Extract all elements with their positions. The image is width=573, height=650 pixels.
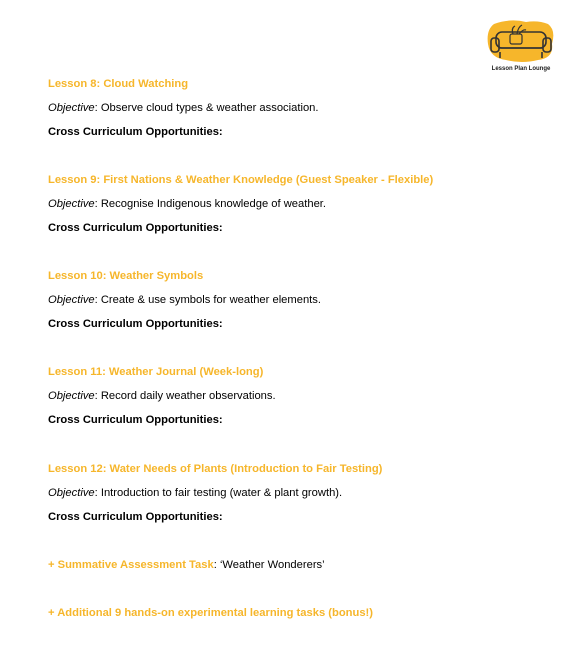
additional-tasks-line xyxy=(48,606,373,620)
lesson-objective xyxy=(48,101,319,115)
lesson-objective xyxy=(48,197,326,211)
summative-assessment-label: + Summative Assessment Task xyxy=(48,559,214,571)
objective-label: Objective xyxy=(48,390,95,402)
cross-curriculum-label: Cross Curriculum Opportunities: xyxy=(48,126,223,138)
cross-curriculum-label: Cross Curriculum Opportunities: xyxy=(48,511,223,523)
objective-label: Objective xyxy=(48,487,95,499)
cross-curriculum-label: Cross Curriculum Opportunities: xyxy=(48,318,223,330)
cross-curriculum-label: Cross Curriculum Opportunities: xyxy=(48,414,223,426)
lesson-objective xyxy=(48,293,321,307)
lesson-heading: Lesson 8: Cloud Watching xyxy=(48,78,189,90)
objective-text: : Record daily weather observations. xyxy=(94,390,276,402)
summative-assessment-line xyxy=(48,558,325,572)
objective-text: : Recognise Indigenous knowledge of weather. xyxy=(94,198,327,210)
lesson-objective xyxy=(48,389,276,403)
summative-assessment-text: : ‘Weather Wonderers’ xyxy=(213,559,325,571)
objective-label: Objective xyxy=(48,198,95,210)
objective-text: : Create & use symbols for weather elements. xyxy=(94,294,321,306)
objective-label: Objective xyxy=(48,102,95,114)
lesson-plan-lounge-logo xyxy=(486,18,556,74)
objective-text: : Observe cloud types & weather association. xyxy=(94,102,319,114)
cross-curriculum-label: Cross Curriculum Opportunities: xyxy=(48,222,223,234)
objective-text: : Introduction to fair testing (water & plant growth). xyxy=(94,487,343,499)
sofa-with-plant-icon xyxy=(486,18,556,66)
additional-tasks-label: + Additional 9 hands-on experimental learning tasks (bonus!) xyxy=(48,607,374,619)
lesson-objective xyxy=(48,486,342,500)
lesson-heading: Lesson 9: First Nations & Weather Knowledge (Guest Speaker - Flexible) xyxy=(48,174,434,186)
lesson-heading: Lesson 12: Water Needs of Plants (Introduction to Fair Testing) xyxy=(48,463,383,475)
logo-text: Lesson Plan Lounge xyxy=(491,66,551,72)
lesson-heading: Lesson 10: Weather Symbols xyxy=(48,270,204,282)
lesson-heading: Lesson 11: Weather Journal (Week-long) xyxy=(48,366,264,378)
objective-label: Objective xyxy=(48,294,95,306)
